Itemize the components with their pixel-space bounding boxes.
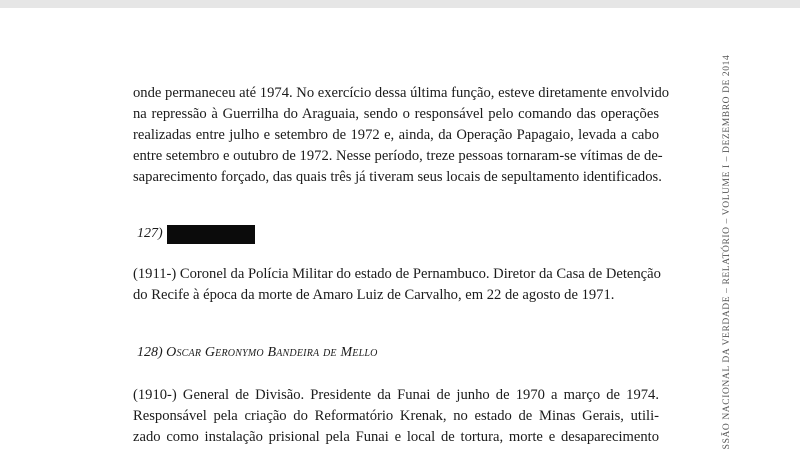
- entry-number: 128): [137, 345, 163, 360]
- paragraph-line: saparecimento forçado, das quais três já tiveram seus locais de sepultamento identificados.: [133, 169, 662, 185]
- entry-heading-127: [137, 226, 163, 242]
- entry-heading-128: [137, 345, 378, 361]
- running-head-vertical: SSÃO NACIONAL DA VERDADE – RELATÓRIO – VOLUME I – DEZEMBRO DE 2014: [722, 54, 732, 450]
- paragraph-line: do Recife à época da morte de Amaro Luiz de Carvalho, em 22 de agosto de 1971.: [133, 287, 615, 303]
- paragraph-entry-128: [133, 385, 659, 448]
- redacted-name-block: [167, 225, 255, 244]
- entry-number: 127): [137, 226, 163, 241]
- page-top-edge: [0, 0, 800, 8]
- paragraph-line: entre setembro e outubro de 1972. Nesse período, treze pessoas tornaram-se vítimas de de-: [133, 148, 663, 164]
- paragraph-line: Responsável pela criação do Reformatório Krenak, no estado de Minas Gerais, utili-: [133, 408, 659, 424]
- paragraph-line: (1910-) General de Divisão. Presidente da Funai de junho de 1970 a março de 1974.: [133, 387, 659, 403]
- paragraph-line: zado como instalação prisional pela Funai e local de tortura, morte e desaparecimento: [133, 429, 659, 445]
- paragraph-entry-127: [133, 264, 659, 306]
- paragraph-line: (1911-) Coronel da Polícia Militar do estado de Pernambuco. Diretor da Casa de Detenção: [133, 266, 661, 282]
- paragraph-continuation: [133, 83, 670, 188]
- entry-person-name: Oscar Geronymo Bandeira de Mello: [166, 345, 378, 360]
- paragraph-line: na repressão à Guerrilha do Araguaia, sendo o responsável pelo comando das operações: [133, 106, 659, 122]
- paragraph-line: onde permaneceu até 1974. No exercício dessa última função, esteve diretamente envolvido: [133, 85, 670, 101]
- paragraph-line: realizadas entre julho e setembro de 1972 e, ainda, da Operação Papagaio, levada a cabo: [133, 127, 659, 143]
